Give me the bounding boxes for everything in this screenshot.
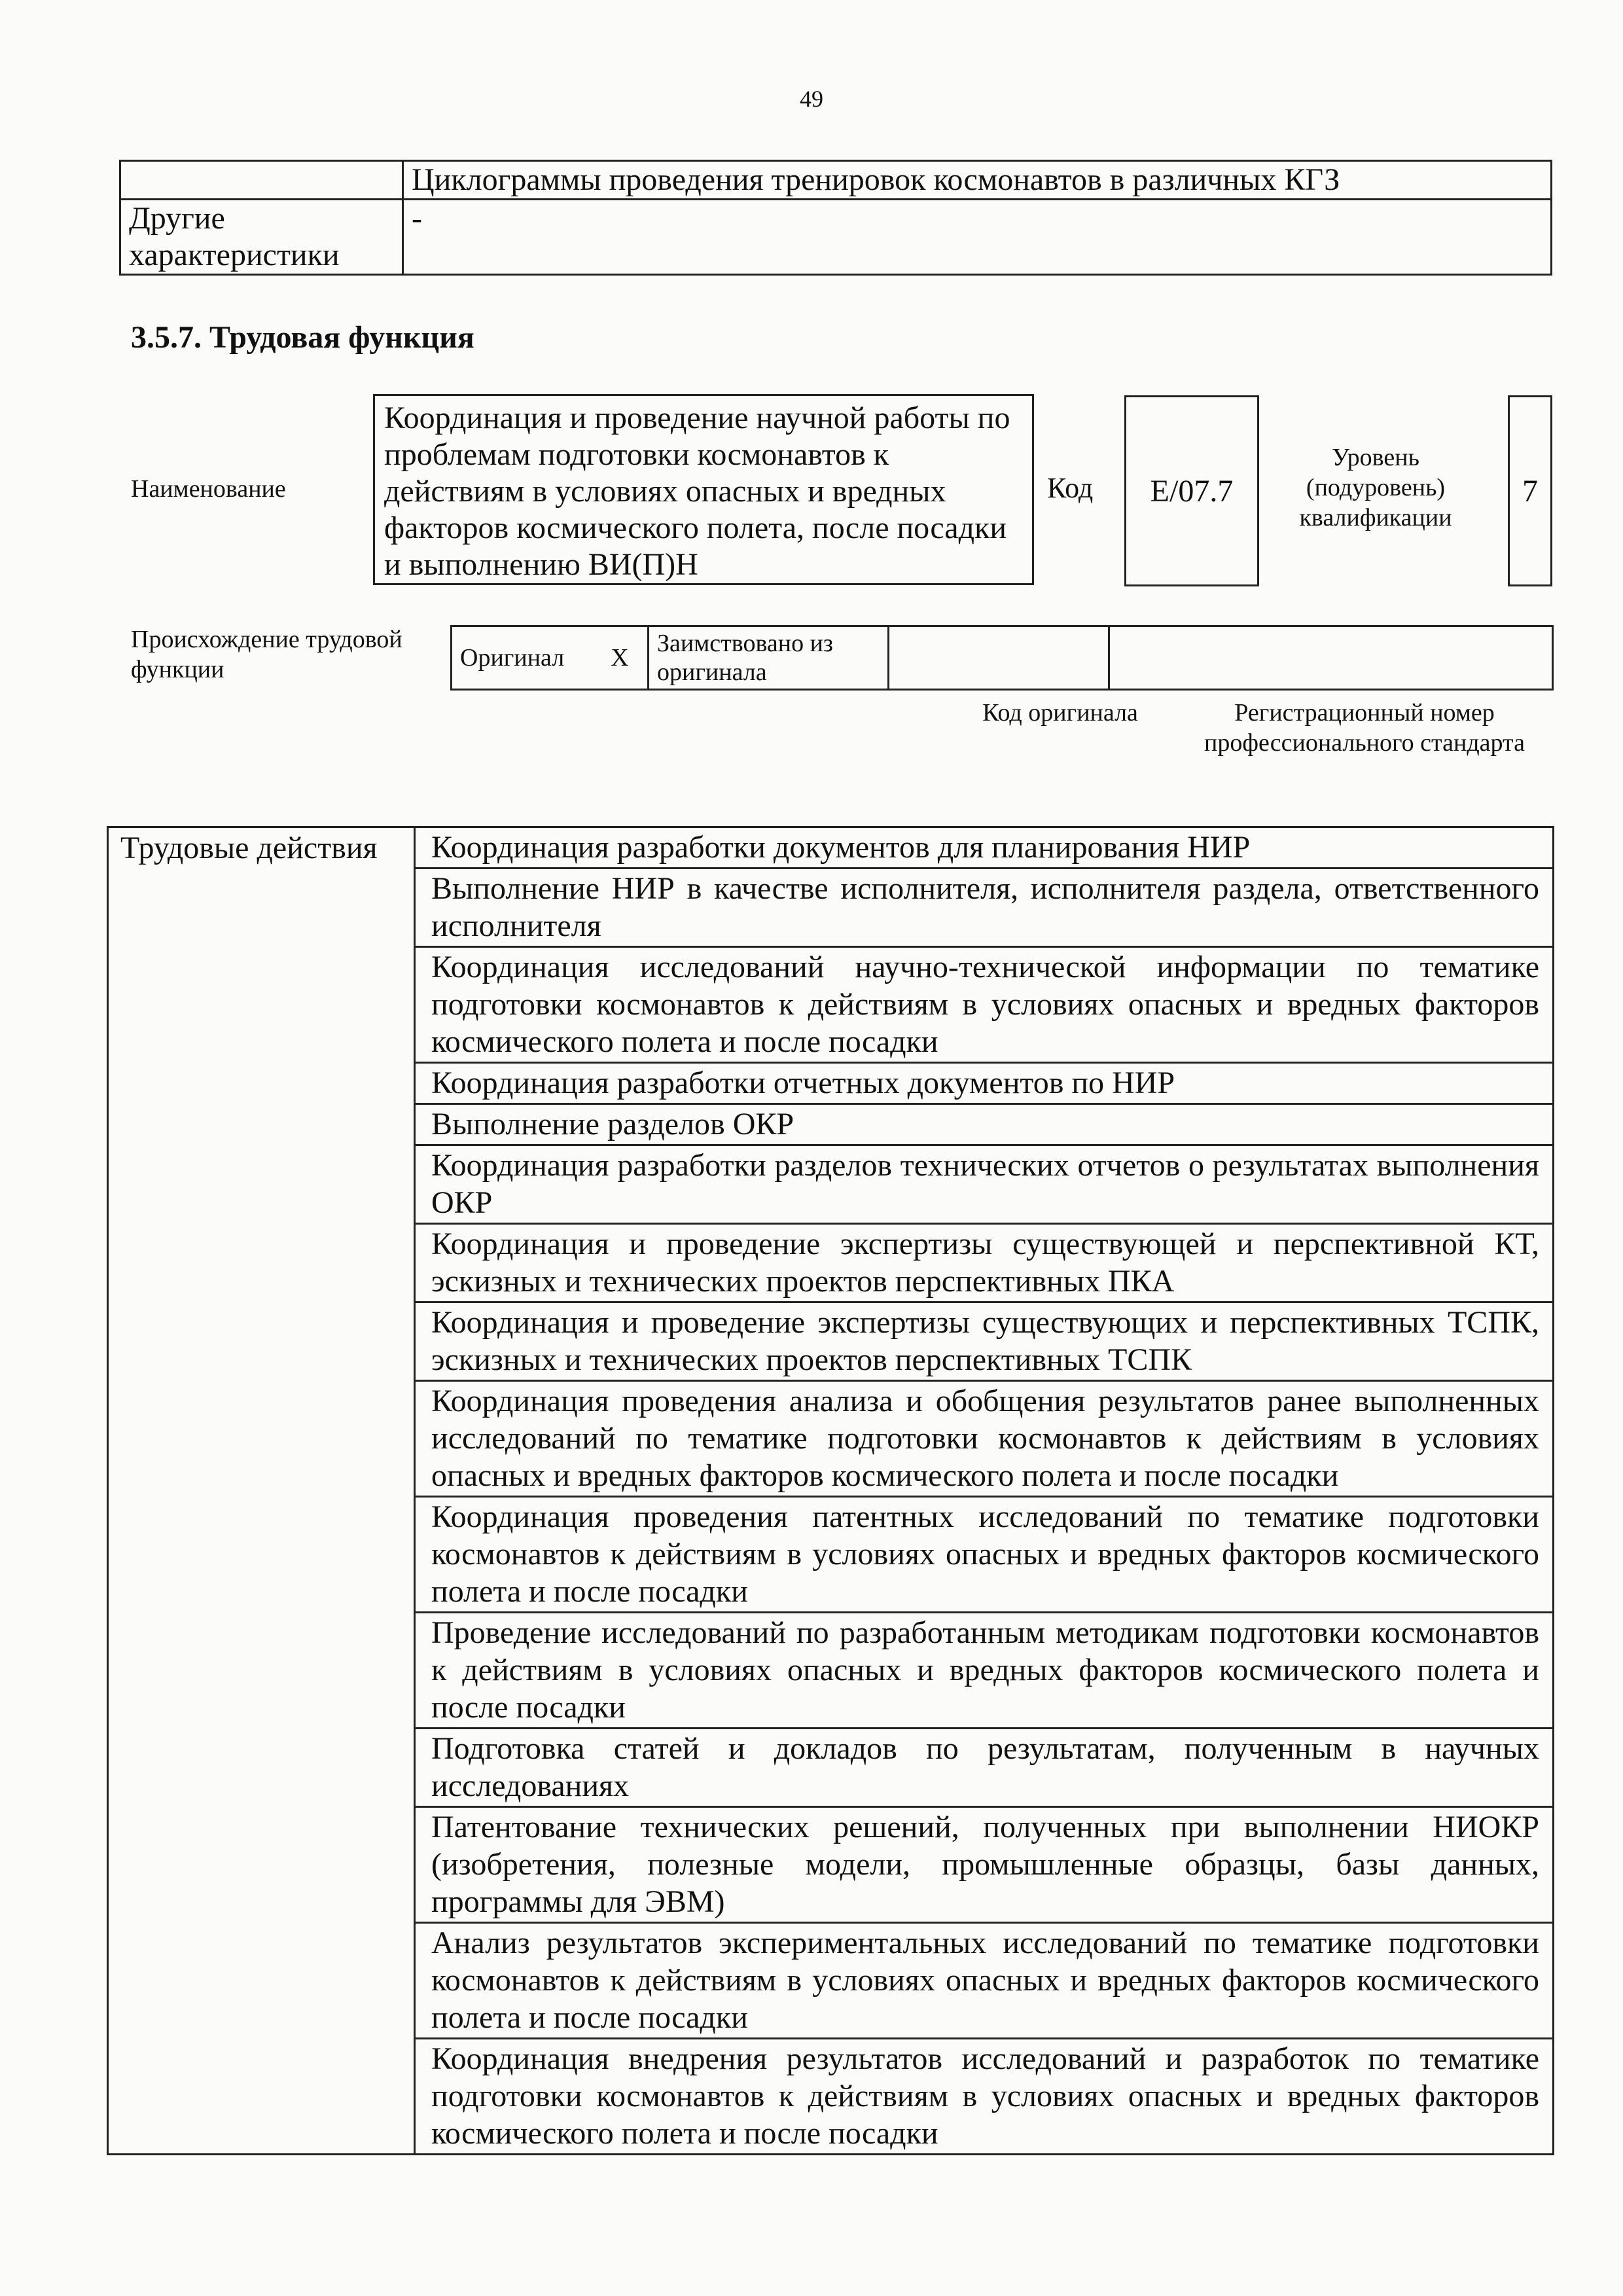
code-value-box: E/07.7 [1124, 395, 1259, 586]
original-code-caption: Код оригинала [982, 699, 1138, 726]
page-number: 49 [800, 86, 823, 112]
table-row [452, 626, 1553, 690]
table-row [108, 827, 1554, 869]
continuation-cell: Циклограммы проведения тренировок космонавтов в различных КГЗ [403, 161, 1552, 200]
labor-action-item: Координация разработки документов для планирования НИР [415, 827, 1554, 869]
original-mark: X [592, 626, 649, 690]
code-label: Код [1047, 472, 1094, 504]
labor-action-item: Координация и проведение экспертизы существующей и перспективной КТ, эскизных и технических проектов перспективных ПКА [415, 1224, 1554, 1302]
qualification-level-label: Уровень (подуровень) квалификации [1299, 444, 1452, 531]
function-name-box: Координация и проведение научной работы по проблемам подготовки космонавтов к действиям в условиях опасных и вредных факторов космического полета, после посадки и выполнению ВИ(П)Н [373, 394, 1034, 585]
table-row [120, 200, 1552, 275]
original-label: Оригинал [452, 626, 593, 690]
labor-action-item: Координация проведения патентных исследований по тематике подготовки космонавтов к действиям в условиях опасных и вредных факторов космического полета и после посадки [415, 1497, 1554, 1613]
labor-action-item: Координация проведения анализа и обобщения результатов ранее выполненных исследований по тематике подготовки космонавтов к действиям в условиях опасных и вредных факторов космического полета и после посадки [415, 1381, 1554, 1497]
other-characteristics-label: Другие характеристики [120, 200, 403, 275]
labor-actions-table [107, 826, 1554, 2155]
labor-actions-label: Трудовые действия [108, 827, 415, 2155]
borrowed-label: Заимствовано из оригинала [649, 626, 889, 690]
other-characteristics-value: - [403, 200, 1552, 275]
empty-cell [120, 161, 403, 200]
labor-action-item: Координация разработки разделов технических отчетов о результатах выполнения ОКР [415, 1145, 1554, 1224]
labor-actions-body [108, 827, 1554, 2155]
reg-number-caption: Регистрационный номер профессионального стандарта [1204, 699, 1525, 757]
origin-table [450, 625, 1554, 691]
labor-action-item: Анализ результатов экспериментальных исследований по тематике подготовки космонавтов к действиям в условиях опасных и вредных факторов космического полета и после посадки [415, 1923, 1554, 2039]
labor-action-item: Выполнение разделов ОКР [415, 1104, 1554, 1145]
labor-action-item: Патентование технических решений, полученных при выполнении НИОКР (изобретения, полезные модели, промышленные образцы, базы данных, программы для ЭВМ) [415, 1807, 1554, 1923]
name-label: Наименование [131, 475, 286, 503]
labor-action-item: Координация разработки отчетных документов по НИР [415, 1063, 1554, 1104]
reg-number-cell [1109, 626, 1553, 690]
labor-action-item: Проведение исследований по разработанным методикам подготовки космонавтов к действиям в условиях опасных и вредных факторов космического полета и после посадки [415, 1613, 1554, 1729]
origin-label: Происхождение трудовой функции [131, 626, 402, 683]
table-row [120, 161, 1552, 200]
labor-action-item: Координация исследований научно-технической информации по тематике подготовки космонавтов к действиям в условиях опасных и вредных факторов космического полета и после посадки [415, 947, 1554, 1063]
labor-action-item: Координация внедрения результатов исследований и разработок по тематике подготовки космонавтов к действиям в условиях опасных и вредных факторов космического полета и после посадки [415, 2039, 1554, 2155]
original-code-cell [889, 626, 1109, 690]
labor-action-item: Координация и проведение экспертизы существующих и перспективных ТСПК, эскизных и технических проектов перспективных ТСПК [415, 1302, 1554, 1381]
labor-action-item: Подготовка статей и докладов по результатам, полученным в научных исследованиях [415, 1729, 1554, 1807]
qualification-level-box: 7 [1508, 395, 1552, 586]
labor-action-item: Выполнение НИР в качестве исполнителя, исполнителя раздела, ответственного исполнителя [415, 869, 1554, 947]
other-characteristics-table [119, 160, 1552, 276]
section-title: 3.5.7. Трудовая функция [131, 320, 474, 355]
